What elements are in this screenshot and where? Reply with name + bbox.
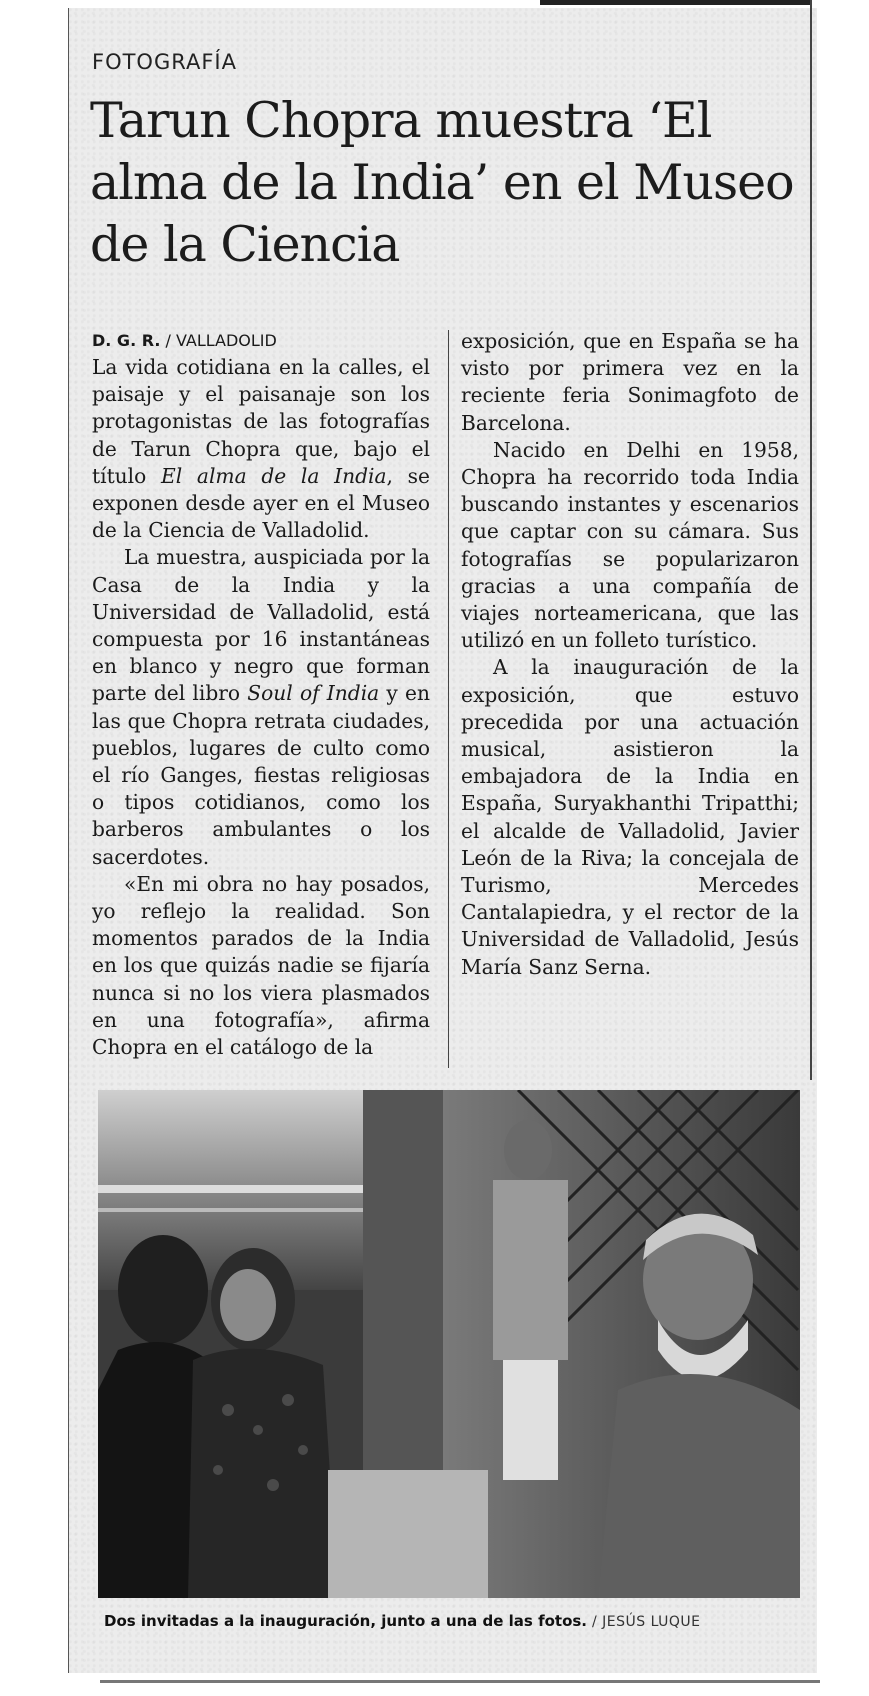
column-divider [448,330,449,1068]
paragraph-5: A la inauguración de la exposición, que estuvo precedida por una actuación musical, asistieron la embajadora de la India en España, Suryakhanthi Tripatthi; el alcalde de Valladolid, Javier León de la Riva; la concejala de Turismo, Mercedes Cantalapiedra, y el rector de la Universidad de Valladolid, Jesús María Sanz Serna. [461,655,799,979]
paragraph-2-end: y en las que Chopra retrata ciudades, pueblos, lugares de culto como el río Ganges, fiestas religiosas o tipos cotidianos, como los barberos ambulantes o los sacerdotes. [92,681,430,869]
exhibition-title: El alma de la India [161,463,387,488]
byline-author: D. G. R. [92,331,161,350]
top-rule [540,0,810,5]
paragraph-1-start: La vida cotidiana en la calles, el paisaje y el paisanaje son los protagonistas de las fotografías de Tarun Chopra que, bajo el título [92,355,430,488]
paragraph-2-start: La muestra, auspiciada por la Casa de la India y la Universidad de Valladolid, está compuesta por 16 instantáneas en blanco y negro que forman parte del libro [92,545,430,706]
book-title: Soul of India [247,681,380,706]
right-rule [810,0,812,1080]
article-photo [98,1090,800,1598]
paragraph-4: Nacido en Delhi en 1958, Chopra ha recorrido toda India buscando instantes y escenarios que captar con su cámara. Sus fotografías se popularizaron gracias a una compañía de viajes norteamericana, que las utilizó en un folleto turístico. [461,437,799,653]
byline [92,328,430,354]
section-label: FOTOGRAFÍA [92,50,237,74]
paragraph-3-continued: exposición, que en España se ha visto por primera vez en la reciente feria Sonimagfoto de Barcelona. [461,329,799,435]
caption-text: Dos invitadas a la inauguración, junto a una de las fotos. [104,1612,587,1630]
paragraph-1 [92,354,430,544]
paragraph-2 [92,544,430,870]
photo-credit: / JESÚS LUQUE [587,1614,701,1630]
paragraph-1-end: , se exponen desde ayer en el Museo de la Ciencia de Valladolid. [92,463,430,543]
photo-illustration [98,1090,800,1598]
headline: Tarun Chopra muestra ‘El alma de la India’ en el Museo de la Ciencia [90,92,794,273]
article-column-2 [461,328,799,981]
article-column-1 [92,328,430,1061]
paragraph-3: «En mi obra no hay posados, yo reflejo la realidad. Son momentos parados de la India en los que quizás nadie se fijaría nunca si no los viera plasmados en una fotografía», afirma Chopra en el catálogo de la [92,871,430,1060]
byline-place: / VALLADOLID [160,331,277,350]
photo-caption [104,1612,804,1630]
bottom-rule [100,1680,820,1683]
